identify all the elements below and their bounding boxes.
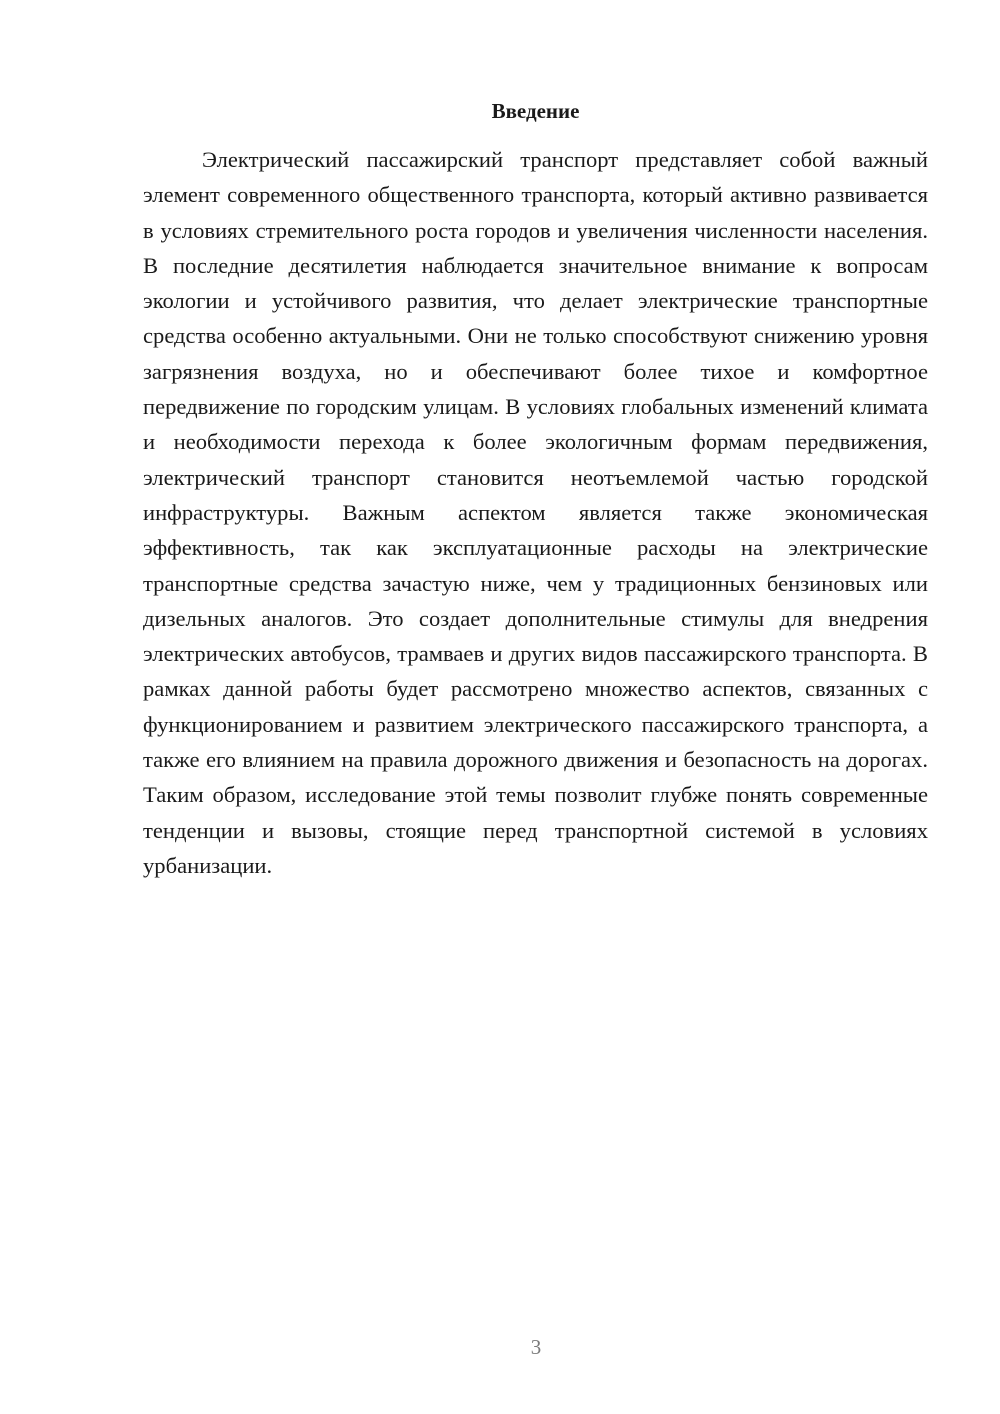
- body-paragraph: Электрический пассажирский транспорт представляет собой важный элемент современного общественного транспорта, который активно развивается в условиях стремительного роста городов и увеличения численности населения. В последние десятилетия наблюдается значительное внимание к вопросам экологии и устойчивого развития, что делает электрические транспортные средства особенно актуальными. Они не только способствуют снижению уровня загрязнения воздуха, но и обеспечивают более тихое и комфортное передвижение по городским улицам. В условиях глобальных изменений климата и необходимости перехода к более экологичным формам передвижения, электрический транспорт становится неотъемлемой частью городской инфраструктуры. Важным аспектом является также экономическая эффективность, так как эксплуатационные расходы на электрические транспортные средства зачастую ниже, чем у традиционных бензиновых или дизельных аналогов. Это создает дополнительные стимулы для внедрения электрических автобусов, трамваев и других видов пассажирского транспорта. В рамках данной работы будет рассмотрено множество аспектов, связанных с функционированием и развитием электрического пассажирского транспорта, а также его влиянием на правила дорожного движения и безопасность на дорогах. Таким образом, исследование этой темы позволит глубже понять современные тенденции и вызовы, стоящие перед транспортной системой в условиях урбанизации.: [143, 147, 928, 878]
- page-number: 3: [530, 1335, 542, 1359]
- section-heading: Введение: [491, 99, 580, 123]
